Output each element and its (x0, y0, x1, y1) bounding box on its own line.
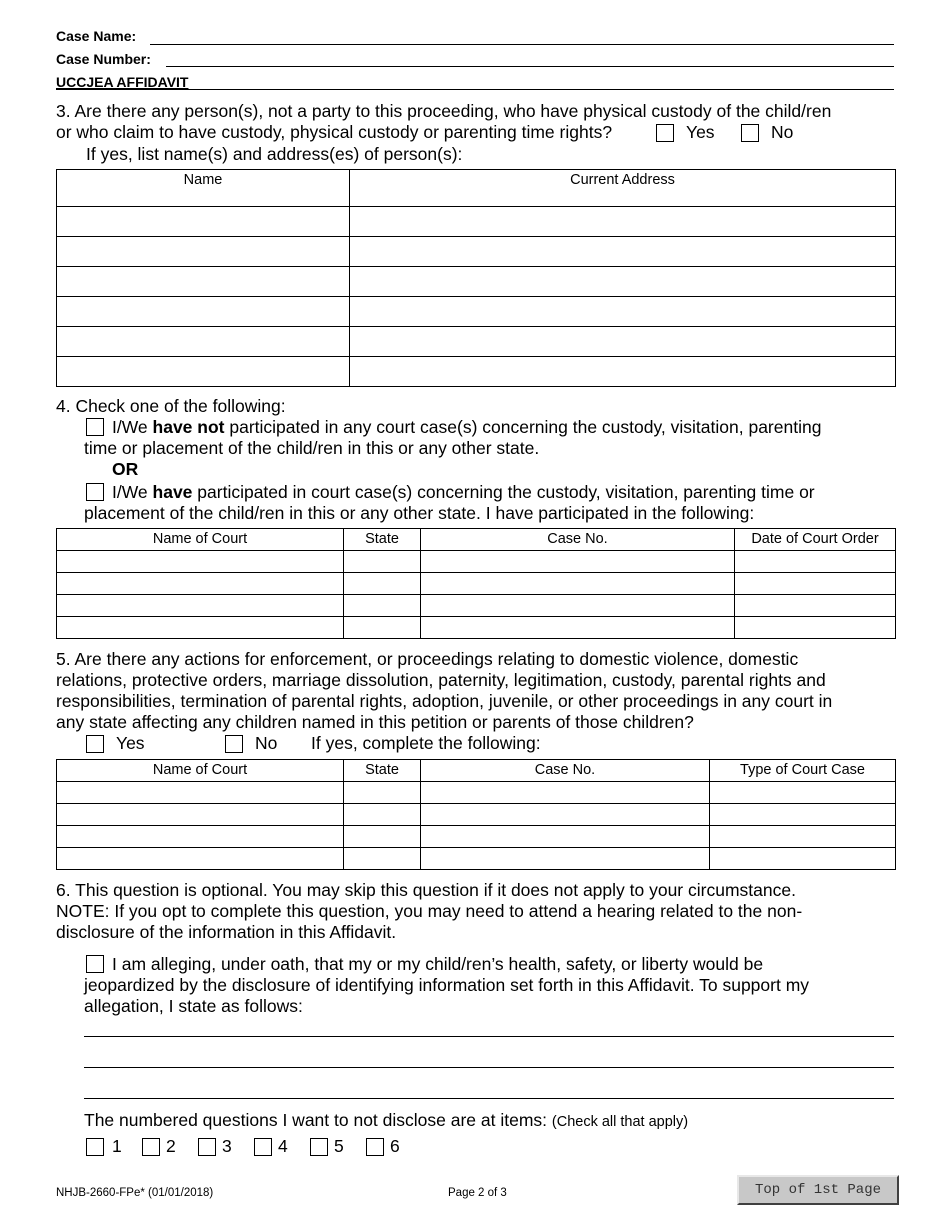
table-cell[interactable] (344, 826, 421, 848)
q6-allege-line1: I am alleging, under oath, that my or my child/ren’s health, safety, or liberty would be (112, 954, 764, 974)
table-cell[interactable] (735, 573, 896, 595)
table-row (57, 327, 896, 357)
table-cell[interactable] (710, 804, 896, 826)
case-name-line[interactable] (150, 44, 894, 45)
q6-item-5-checkbox[interactable] (310, 1138, 328, 1156)
table-cell[interactable] (735, 595, 896, 617)
q5-no-checkbox[interactable] (225, 735, 243, 753)
case-name-label: Case Name: (56, 28, 137, 44)
q5-court-table (56, 759, 896, 870)
q6-item-6-label: 6 (390, 1136, 400, 1156)
table-cell[interactable] (710, 826, 896, 848)
table-cell[interactable] (344, 848, 421, 870)
footer-form-id: NHJB-2660-FPe* (01/01/2018) (56, 1187, 214, 1199)
table-row (57, 297, 896, 327)
table-row (57, 804, 896, 826)
table-cell[interactable] (421, 848, 710, 870)
table-cell[interactable] (57, 617, 344, 639)
q3-line3: If yes, list name(s) and address(es) of person(s): (86, 144, 463, 164)
q6-line3: disclosure of the information in this Affidavit. (56, 922, 397, 942)
q3-line1: 3. Are there any person(s), not a party to this proceeding, who have physical custody of the child/ren (56, 101, 832, 121)
table-cell[interactable] (344, 782, 421, 804)
table-cell[interactable] (57, 782, 344, 804)
q6-item-6-checkbox[interactable] (366, 1138, 384, 1156)
q6-item-4-checkbox[interactable] (254, 1138, 272, 1156)
table-cell[interactable] (57, 297, 350, 327)
table-cell[interactable] (344, 573, 421, 595)
table-row (57, 357, 896, 387)
table-cell[interactable] (421, 551, 735, 573)
top-of-first-page-button[interactable]: Top of 1st Page (737, 1175, 899, 1205)
table-cell[interactable] (344, 617, 421, 639)
table-cell[interactable] (344, 804, 421, 826)
q3-col-address: Current Address (350, 170, 896, 207)
q4-opt1-line1: I/We have not participated in any court case(s) concerning the custody, visitation, parenting (112, 417, 822, 437)
table-row (57, 237, 896, 267)
table-cell[interactable] (421, 573, 735, 595)
q4-opt2-line1: I/We have participated in court case(s) concerning the custody, visitation, parenting time or (112, 482, 815, 502)
table-cell[interactable] (421, 617, 735, 639)
q6-answer-line-3[interactable] (84, 1098, 894, 1099)
table-cell[interactable] (710, 848, 896, 870)
q4-not-participated-checkbox[interactable] (86, 418, 104, 436)
form-title: UCCJEA AFFIDAVIT (56, 74, 189, 90)
table-cell[interactable] (57, 551, 344, 573)
table-cell[interactable] (421, 595, 735, 617)
header-rule (56, 89, 894, 90)
table-cell[interactable] (57, 573, 344, 595)
q5-col-caseno: Case No. (421, 760, 710, 782)
q6-item-2-label: 2 (166, 1136, 176, 1156)
q3-no-label: No (771, 122, 794, 142)
q4-court-table (56, 528, 896, 639)
table-cell[interactable] (57, 804, 344, 826)
q4-participated-checkbox[interactable] (86, 483, 104, 501)
table-cell[interactable] (57, 357, 350, 387)
q6-item-2-checkbox[interactable] (142, 1138, 160, 1156)
table-row (57, 551, 896, 573)
q3-no-checkbox[interactable] (741, 124, 759, 142)
q5-line4: any state affecting any children named in this petition or parents of those children? (56, 712, 694, 732)
q4-or: OR (112, 459, 139, 479)
q3-persons-table (56, 169, 896, 387)
table-row (57, 617, 896, 639)
q5-ifyes: If yes, complete the following: (311, 733, 541, 753)
q6-answer-line-2[interactable] (84, 1067, 894, 1068)
q5-yes-checkbox[interactable] (86, 735, 104, 753)
table-row (57, 573, 896, 595)
table-cell[interactable] (350, 357, 896, 387)
table-cell[interactable] (350, 297, 896, 327)
table-cell[interactable] (57, 595, 344, 617)
q6-allege-checkbox[interactable] (86, 955, 104, 973)
q4-col-court: Name of Court (57, 529, 344, 551)
table-cell[interactable] (350, 207, 896, 237)
q4-col-caseno: Case No. (421, 529, 735, 551)
table-cell[interactable] (57, 826, 344, 848)
q6-line2: NOTE: If you opt to complete this question, you may need to attend a hearing related to the non- (56, 901, 803, 921)
q5-yes-label: Yes (116, 733, 145, 753)
q5-col-state: State (344, 760, 421, 782)
table-row (57, 207, 896, 237)
table-cell[interactable] (421, 804, 710, 826)
q5-no-label: No (255, 733, 278, 753)
q3-col-name: Name (57, 170, 350, 207)
q3-yes-label: Yes (686, 122, 715, 142)
table-cell[interactable] (350, 237, 896, 267)
table-cell[interactable] (421, 826, 710, 848)
table-cell[interactable] (344, 551, 421, 573)
table-cell[interactable] (710, 782, 896, 804)
table-row (57, 848, 896, 870)
q6-items-label: The numbered questions I want to not disclose are at items: (Check all that apply) (84, 1110, 689, 1130)
table-cell[interactable] (57, 327, 350, 357)
q4-col-date: Date of Court Order (735, 529, 896, 551)
table-cell[interactable] (350, 327, 896, 357)
q5-line3: responsibilities, termination of parental rights, adoption, juvenile, or other proceedings in any court in (56, 691, 833, 711)
q5-col-court: Name of Court (57, 760, 344, 782)
table-cell[interactable] (350, 267, 896, 297)
q5-line2: relations, protective orders, marriage dissolution, paternity, legitimation, custody, parental rights and (56, 670, 826, 690)
table-cell[interactable] (57, 848, 344, 870)
q4-intro: 4. Check one of the following: (56, 396, 286, 416)
table-cell[interactable] (57, 267, 350, 297)
table-row (57, 595, 896, 617)
case-number-label: Case Number: (56, 51, 151, 67)
table-row (57, 826, 896, 848)
table-row (57, 267, 896, 297)
q5-col-type: Type of Court Case (710, 760, 896, 782)
q4-opt2-line2: placement of the child/ren in this or any other state. I have participated in the following: (84, 503, 755, 523)
table-cell[interactable] (57, 207, 350, 237)
q6-line1: 6. This question is optional. You may skip this question if it does not apply to your circumstance. (56, 880, 796, 900)
q5-line1: 5. Are there any actions for enforcement, or proceedings relating to domestic violence, domestic (56, 649, 799, 669)
q6-allege-line3: allegation, I state as follows: (84, 996, 303, 1016)
q6-item-5-label: 5 (334, 1136, 344, 1156)
q6-item-3-label: 3 (222, 1136, 232, 1156)
q6-item-1-checkbox[interactable] (86, 1138, 104, 1156)
table-row (57, 782, 896, 804)
q3-yes-checkbox[interactable] (656, 124, 674, 142)
q6-item-3-checkbox[interactable] (198, 1138, 216, 1156)
q6-item-4-label: 4 (278, 1136, 288, 1156)
table-cell[interactable] (57, 237, 350, 267)
footer-page-number: Page 2 of 3 (448, 1187, 507, 1199)
case-number-line[interactable] (166, 66, 894, 67)
table-cell[interactable] (344, 595, 421, 617)
q6-item-1-label: 1 (112, 1136, 122, 1156)
q6-answer-line-1[interactable] (84, 1036, 894, 1037)
table-cell[interactable] (421, 782, 710, 804)
q4-opt1-line2: time or placement of the child/ren in this or any other state. (84, 438, 540, 458)
q4-col-state: State (344, 529, 421, 551)
q6-allege-line2: jeopardized by the disclosure of identifying information set forth in this Affidavit. To support my (84, 975, 810, 995)
table-cell[interactable] (735, 551, 896, 573)
table-cell[interactable] (735, 617, 896, 639)
q3-line2: or who claim to have custody, physical custody or parenting time rights? (56, 122, 613, 142)
